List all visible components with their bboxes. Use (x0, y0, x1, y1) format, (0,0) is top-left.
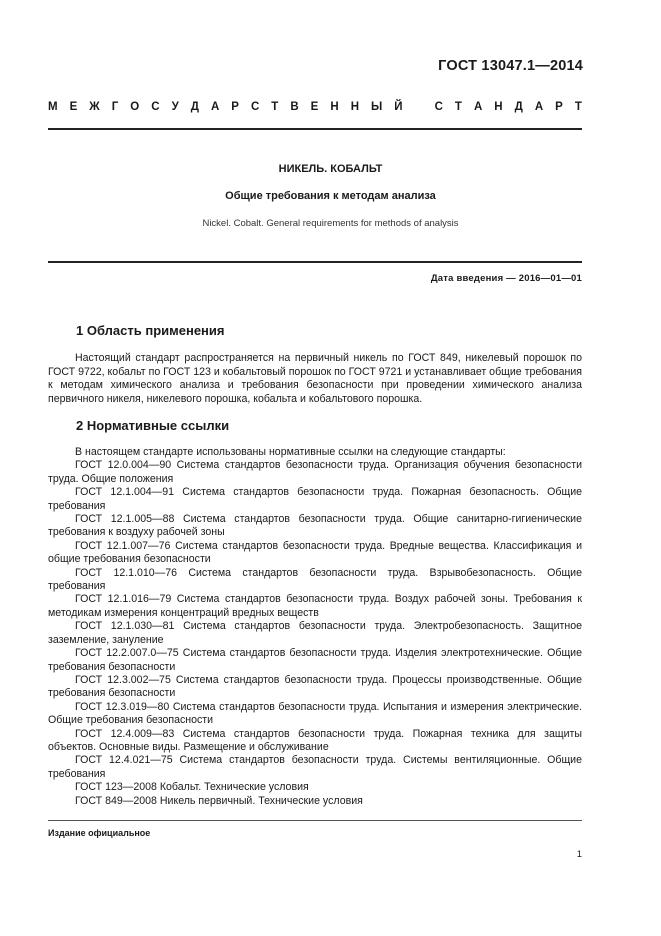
reference-item: ГОСТ 12.0.004—90 Система стандартов безопасности труда. Организация обучения безопасности труда. Общие положения (48, 459, 582, 485)
introduction-date: Дата введения — 2016—01—01 (430, 273, 582, 284)
page-number: 1 (576, 849, 582, 860)
reference-item: ГОСТ 12.1.007—76 Система стандартов безопасности труда. Вредные вещества. Классификация и общие требования безопасности (48, 539, 582, 566)
document-title: НИКЕЛЬ. КОБАЛЬТ (278, 163, 383, 175)
heading-letter: Ж (89, 101, 100, 113)
heading-letter: Т (454, 101, 462, 113)
reference-item: ГОСТ 12.1.004—91 Система стандартов безопасности труда. Пожарная безопасность. Общие требования (48, 486, 582, 512)
reference-item: ГОСТ 849—2008 Никель первичный. Технические условия (75, 794, 363, 807)
heading-letter: Е (310, 101, 319, 113)
heading-letter: Й (394, 101, 403, 113)
word-gap (415, 101, 423, 113)
reference-item: ГОСТ 12.1.005—88 Система стандартов безопасности труда. Общие санитарно-гигиенические требования к воздуху рабочей зоны (48, 513, 582, 539)
heading-letter: А (210, 101, 220, 113)
top-divider (48, 128, 582, 130)
english-title: Nickel. Cobalt. General requirements for methods of analysis (202, 218, 459, 229)
heading-letter: Н (494, 101, 503, 113)
heading-letter: Р (555, 101, 563, 113)
section-2-heading: 2 Нормативные ссылки (76, 418, 230, 433)
reference-item: ГОСТ 12.2.007.0—75 Система стандартов безопасности труда. Изделия электротехнические. Общие требования безопасности (48, 647, 582, 673)
reference-item: ГОСТ 12.1.016—79 Система стандартов безопасности труда. Воздух рабочей зоны. Требования к методикам измерения концентраций вредных веществ (48, 593, 582, 619)
heading-letter: Ы (371, 101, 383, 113)
reference-item: ГОСТ 123—2008 Кобальт. Технические условия (75, 781, 309, 794)
heading-letter: У (171, 101, 179, 113)
title-divider (48, 261, 582, 263)
heading-letter: А (534, 101, 544, 113)
footer-divider (48, 820, 582, 821)
reference-item: ГОСТ 12.4.021—75 Система стандартов безопасности труда. Системы вентиляционные. Общие требования (48, 754, 582, 780)
official-edition-note: Издание официальное (48, 828, 151, 838)
section-1-text: Настоящий стандарт распространяется на первичный никель по ГОСТ 849, никелевый порошок по ГОСТ 9722, кобальт по ГОСТ 123 и кобальтовый порошок по ГОСТ 9721 и устанавливает общие требования к методам химического анализа и требования безопасности при проведении химического анализа первичного никеля, никелевого порошка, кобальта и кобальтового порошка. (48, 352, 582, 405)
references-list (48, 446, 582, 808)
heading-letter: С (151, 101, 160, 113)
reference-item: ГОСТ 12.1.030—81 Система стандартов безопасности труда. Электробезопасность. Защитное заземление, зануление (48, 620, 582, 646)
heading-letter: Д (190, 101, 199, 113)
heading-letter: Т (271, 101, 279, 113)
reference-item: ГОСТ 12.4.009—83 Система стандартов безопасности труда. Пожарная техника для защиты объектов. Основные виды. Размещение и обслуживание (48, 727, 582, 753)
heading-letter: Е (69, 101, 78, 113)
heading-letter: М (48, 101, 58, 113)
reference-item: ГОСТ 12.3.019—80 Система стандартов безопасности труда. Испытания и измерения электрические. Общие требования безопасности (48, 700, 582, 727)
heading-letter: В (290, 101, 299, 113)
references-intro: В настоящем стандарте использованы нормативные ссылки на следующие стандарты: (75, 446, 506, 458)
standard-type-heading (48, 101, 582, 113)
heading-letter: Г (111, 101, 119, 113)
reference-item: ГОСТ 12.3.002—75 Система стандартов безопасности труда. Процессы производственные. Общие требования безопасности (48, 673, 582, 700)
heading-letter: Н (350, 101, 359, 113)
section-1-heading: 1 Область применения (76, 323, 225, 338)
heading-letter: С (434, 101, 443, 113)
heading-letter: С (250, 101, 260, 113)
heading-letter: Р (231, 101, 239, 113)
document-subtitle: Общие требования к методам анализа (225, 190, 436, 202)
document-code: ГОСТ 13047.1—2014 (438, 58, 583, 74)
heading-letter: О (130, 101, 140, 113)
heading-letter: Д (514, 101, 523, 113)
heading-letter: А (473, 101, 483, 113)
heading-letter: Т (574, 101, 582, 113)
reference-item: ГОСТ 12.1.010—76 Система стандартов безопасности труда. Взрывобезопасность. Общие требования (48, 566, 582, 593)
heading-letter: Н (330, 101, 339, 113)
